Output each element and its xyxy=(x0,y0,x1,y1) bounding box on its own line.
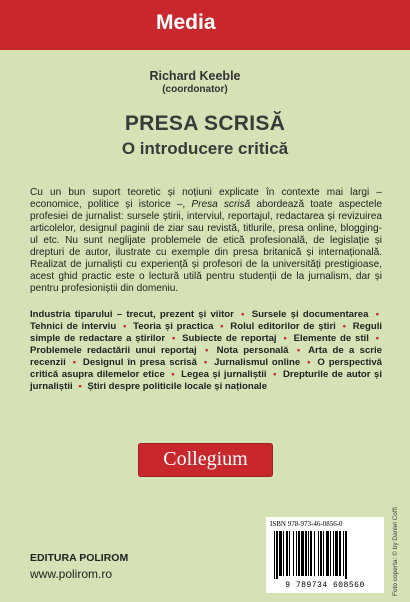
chapter-item: Rolul editorilor de știri xyxy=(230,321,336,332)
barcode-bar xyxy=(330,531,331,576)
barcode-bar xyxy=(296,531,297,576)
chapter-item: Industria tiparului – trecut, prezent și viitor xyxy=(30,309,234,320)
barcode-bar xyxy=(286,531,288,576)
chapter-separator: • xyxy=(220,321,224,332)
chapter-separator: • xyxy=(171,369,175,380)
barcode-bar xyxy=(335,531,338,576)
chapter-item: Arta de a scrie recenzii xyxy=(30,345,383,368)
barcode-bar xyxy=(298,531,300,576)
series-title: Media xyxy=(156,11,216,34)
chapter-separator: • xyxy=(171,333,176,344)
chapter-separator: • xyxy=(342,321,346,332)
chapter-separator: • xyxy=(296,345,301,356)
chapter-separator: • xyxy=(375,309,380,320)
chapter-item: Știri despre politicile locale și naționale xyxy=(87,381,268,392)
chapter-item: Nota personală xyxy=(216,345,289,356)
chapter-separator: • xyxy=(203,357,208,368)
book-description xyxy=(30,187,382,295)
chapter-item: Drepturile de autor și jurnaliștii xyxy=(30,369,382,392)
book-subtitle: O introducere critică xyxy=(121,139,289,158)
publisher-website[interactable]: www.polirom.ro xyxy=(30,567,113,581)
barcode-bar xyxy=(276,531,278,579)
barcode-bar xyxy=(301,531,304,576)
barcode-bar xyxy=(333,531,334,576)
barcode-bar xyxy=(279,531,282,576)
chapter-separator: • xyxy=(283,333,287,344)
barcode-bar xyxy=(283,531,284,576)
chapter-item: Legea și jurnaliștii xyxy=(181,369,267,380)
collegium-logo xyxy=(138,443,273,477)
chapter-item: Designul în presa scrisă xyxy=(82,357,197,368)
chapter-item: Tehnici de interviu xyxy=(30,321,117,332)
barcode-bar xyxy=(339,531,341,576)
barcode-bar xyxy=(305,531,307,576)
author-role: (coordonator) xyxy=(162,84,228,95)
barcode-bar xyxy=(293,531,294,576)
chapter-separator: • xyxy=(273,369,277,380)
chapter-separator: • xyxy=(72,357,76,368)
chapter-item: Elemente de stil xyxy=(293,333,369,344)
barcode-bar xyxy=(345,531,347,579)
chapter-separator: • xyxy=(122,321,127,332)
chapter-separator: • xyxy=(204,345,209,356)
barcode-bar xyxy=(308,531,309,576)
barcode-bar xyxy=(310,531,312,576)
chapter-item: Sursele și documentarea xyxy=(251,309,369,320)
photo-credit: Foto coperta: © by Daniel Coffi xyxy=(392,507,399,596)
barcode-bar xyxy=(314,531,315,576)
barcode-bar xyxy=(323,531,324,576)
barcode-bar xyxy=(289,531,290,576)
chapter-item: Jurnalismul online xyxy=(214,357,301,368)
publisher-name: EDITURA POLIROM xyxy=(30,552,129,564)
description-part-1: Cu un bun suport teoretic și noțiuni explicate în contexte mai largi – economice, politice și istorice –, xyxy=(30,187,382,210)
chapter-item: Problemele redactării unui reportaj xyxy=(30,345,197,356)
description-title-italic: Presa scrisă xyxy=(191,199,251,210)
author-name: Richard Keeble xyxy=(149,69,241,83)
chapter-item: Reguli simple de redactare a știrilor xyxy=(30,321,383,344)
series-banner xyxy=(0,0,410,50)
barcode-icon xyxy=(272,531,378,579)
chapter-separator: • xyxy=(78,381,82,392)
barcode-bar xyxy=(343,531,344,576)
barcode-box xyxy=(266,517,384,593)
chapter-separator: • xyxy=(375,333,380,344)
barcode-bar xyxy=(274,531,275,579)
book-title: PRESA SCRISĂ xyxy=(124,112,286,135)
barcode-bar xyxy=(318,531,319,576)
barcode-bar xyxy=(320,531,322,576)
chapter-item: Teoria și practica xyxy=(133,321,214,332)
isbn-label: ISBN 978-973-46-0856-0 xyxy=(270,520,343,528)
description-part-2: abordează toate aspectele profesiei de jurnalist: sursele știrii, interviul, reportajul, redactarea și revizuirea articolelor, designul paginii de ziar sau revistă, titlurile, presa online, blogging-ul etc. Nu sunt neglijate problemele de etică profesională, de legislație și drepturi de autor, ilustrate cu exemple din presa britanică și internațională. Realizat de jurnaliști cu experiență și profesori de la universități prestigioase, acest ghid practic este o lectură utilă pentru studenții de la jurnalism, dar și pentru profesioniștii din domeniu. xyxy=(30,199,382,294)
chapter-separator: • xyxy=(307,357,311,368)
barcode-digits: 9 789734 608560 xyxy=(285,581,365,590)
barcode-bar xyxy=(326,531,329,576)
chapter-item: Subiecte de reportaj xyxy=(182,333,277,344)
chapter-item: O perspectivă critică asupra dilemelor etice xyxy=(30,357,383,380)
chapter-separator: • xyxy=(241,309,245,320)
logo-text: Collegium xyxy=(163,448,248,470)
chapter-list xyxy=(30,309,382,393)
